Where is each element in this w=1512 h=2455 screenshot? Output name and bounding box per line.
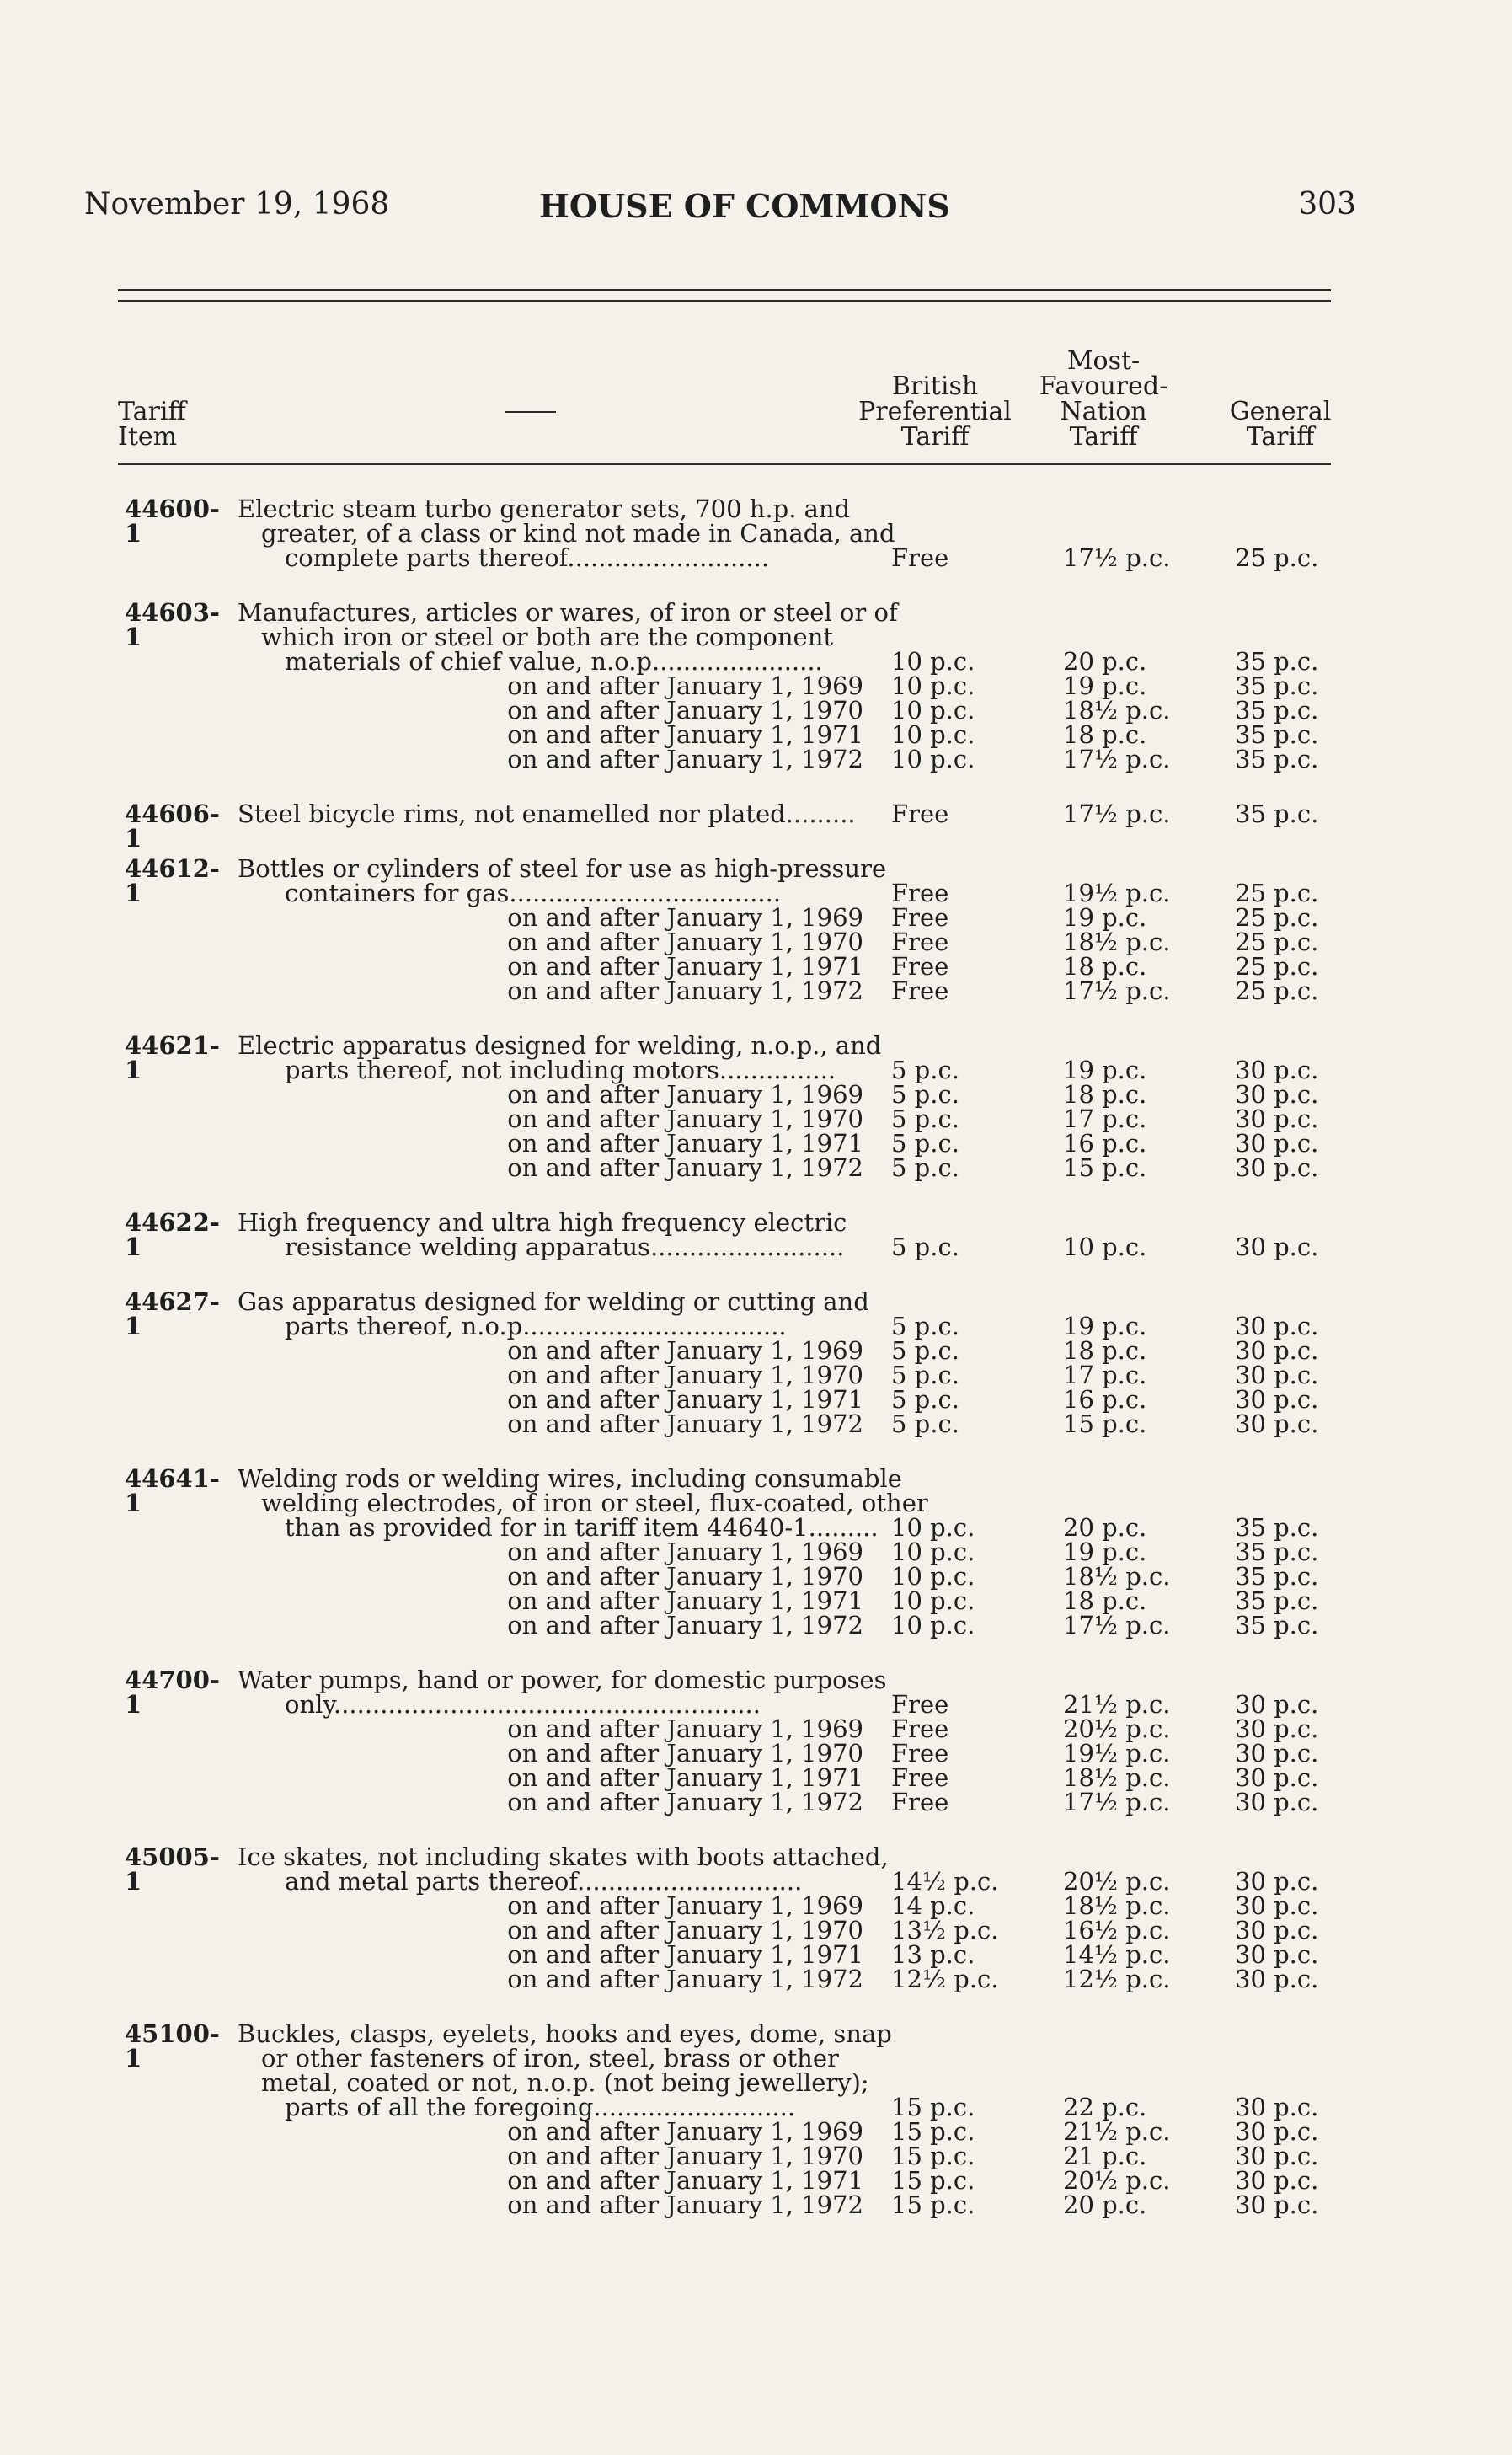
tariff-item-code: 44622-1 xyxy=(125,1208,220,1261)
british-preferential-rate: 15 p.c. xyxy=(891,2166,975,2195)
british-preferential-rate: 15 p.c. xyxy=(891,2093,975,2121)
rate-row xyxy=(0,671,1512,700)
rate-date-label: on and after January 1, 1969 xyxy=(507,903,863,932)
mfn-rate: 18 p.c. xyxy=(1063,1080,1147,1109)
general-rate: 30 p.c. xyxy=(1235,1153,1319,1182)
british-preferential-rate: 10 p.c. xyxy=(891,1611,975,1639)
british-preferential-rate: Free xyxy=(891,1714,949,1743)
tariff-entry xyxy=(0,800,1512,853)
column-header-tariff-item xyxy=(118,399,211,450)
page-number: 303 xyxy=(1298,187,1356,222)
british-preferential-rate: 5 p.c. xyxy=(891,1153,959,1182)
british-preferential-rate: Free xyxy=(891,800,949,828)
rate-row xyxy=(0,1586,1512,1615)
rate-row xyxy=(0,1235,1512,1260)
mfn-rate: 16 p.c. xyxy=(1063,1129,1147,1158)
general-rate: 30 p.c. xyxy=(1235,2142,1319,2170)
tariff-item-code: 45100-1 xyxy=(125,2019,220,2073)
mfn-rate: 18½ p.c. xyxy=(1063,1562,1171,1591)
british-preferential-rate: 10 p.c. xyxy=(891,720,975,749)
british-preferential-rate: Free xyxy=(891,879,949,907)
rate-date-label: on and after January 1, 1971 xyxy=(507,952,863,981)
tariff-description xyxy=(238,1843,889,1871)
rate-date-label: on and after January 1, 1972 xyxy=(507,1965,863,1993)
general-rate: 25 p.c. xyxy=(1235,903,1319,932)
tariff-item-code: 44600-1 xyxy=(125,495,220,548)
rate-date-label: on and after January 1, 1970 xyxy=(507,1104,863,1133)
general-rate: 30 p.c. xyxy=(1235,1916,1319,1944)
mfn-rate: 19½ p.c. xyxy=(1063,879,1171,907)
rate-date-label: on and after January 1, 1972 xyxy=(507,745,863,773)
rate-date-label: on and after January 1, 1971 xyxy=(507,1940,863,1969)
rate-row xyxy=(0,1891,1512,1920)
description-line: High frequency and ultra high frequency electric xyxy=(238,1208,847,1237)
rate-label: resistance welding apparatus......................... xyxy=(285,1233,845,1261)
mfn-rate: 19 p.c. xyxy=(1063,1538,1147,1566)
rate-label: than as provided for in tariff item 44640-1......... xyxy=(285,1513,879,1542)
rate-row xyxy=(0,1513,1512,1542)
general-rate: 30 p.c. xyxy=(1235,2117,1319,2146)
mfn-rate: 19 p.c. xyxy=(1063,1312,1147,1340)
description-line: greater, of a class or kind not made in Canada, and xyxy=(261,519,895,548)
tariff-entry xyxy=(0,1287,1512,1438)
general-rate: 35 p.c. xyxy=(1235,1513,1319,1542)
tariff-item-code: 45005-1 xyxy=(125,1843,220,1896)
description-line: Bottles or cylinders of steel for use as high-pressure xyxy=(238,854,887,883)
british-preferential-rate: Free xyxy=(891,903,949,932)
british-preferential-rate: 5 p.c. xyxy=(891,1361,959,1389)
general-rate: 30 p.c. xyxy=(1235,1233,1319,1261)
rate-label: complete parts thereof.......................... xyxy=(285,543,770,572)
description-line: which iron or steel or both are the component xyxy=(261,623,834,651)
rate-label: Steel bicycle rims, not enamelled nor plated......... xyxy=(238,800,856,828)
rate-date-label: on and after January 1, 1970 xyxy=(507,2142,863,2170)
rate-date-label: on and after January 1, 1971 xyxy=(507,1385,863,1414)
rate-row xyxy=(0,1869,1512,1894)
mfn-rate: 19½ p.c. xyxy=(1063,1739,1171,1768)
column-header-line: Favoured- xyxy=(1039,372,1168,401)
mfn-rate: 20 p.c. xyxy=(1063,2190,1147,2219)
description-line: or other fasteners of iron, steel, brass or other xyxy=(261,2044,839,2073)
mfn-rate: 20½ p.c. xyxy=(1063,2166,1171,2195)
british-preferential-rate: 5 p.c. xyxy=(891,1080,959,1109)
tariff-entries xyxy=(0,497,1512,2248)
british-preferential-rate: 13½ p.c. xyxy=(891,1916,999,1944)
general-rate: 35 p.c. xyxy=(1235,1562,1319,1591)
rate-date-label: on and after January 1, 1970 xyxy=(507,1916,863,1944)
rate-row xyxy=(0,2144,1512,2169)
general-rate: 30 p.c. xyxy=(1235,1788,1319,1816)
rate-date-label: on and after January 1, 1971 xyxy=(507,2166,863,2195)
rate-row xyxy=(0,1080,1512,1109)
rate-row xyxy=(0,976,1512,1005)
rate-row xyxy=(0,2095,1512,2120)
tariff-item-code: 44641-1 xyxy=(125,1464,220,1517)
column-header-tariff-item-text: Tariff Item xyxy=(118,397,186,452)
mfn-rate: 21½ p.c. xyxy=(1063,2117,1171,2146)
rate-date-label: on and after January 1, 1972 xyxy=(507,1153,863,1182)
british-preferential-rate: 15 p.c. xyxy=(891,2142,975,2170)
rate-row xyxy=(0,2190,1512,2219)
general-rate: 30 p.c. xyxy=(1235,1080,1319,1109)
mfn-rate: 18½ p.c. xyxy=(1063,928,1171,956)
british-preferential-rate: 15 p.c. xyxy=(891,2117,975,2146)
general-rate: 30 p.c. xyxy=(1235,1312,1319,1340)
mfn-rate: 17½ p.c. xyxy=(1063,976,1171,1005)
mfn-rate: 20 p.c. xyxy=(1063,647,1147,676)
rate-row xyxy=(0,1363,1512,1388)
description-line: Electric steam turbo generator sets, 700 h.p. and xyxy=(238,495,851,523)
mfn-rate: 17½ p.c. xyxy=(1063,1788,1171,1816)
mfn-rate: 14½ p.c. xyxy=(1063,1940,1171,1969)
mfn-rate: 17½ p.c. xyxy=(1063,543,1171,572)
general-rate: 30 p.c. xyxy=(1235,1714,1319,1743)
rate-date-label: on and after January 1, 1970 xyxy=(507,696,863,725)
rate-date-label: on and after January 1, 1969 xyxy=(507,1891,863,1920)
tariff-description xyxy=(238,854,887,883)
british-preferential-rate: 10 p.c. xyxy=(891,671,975,700)
rate-date-label: on and after January 1, 1969 xyxy=(507,1538,863,1566)
british-preferential-rate: 5 p.c. xyxy=(891,1056,959,1084)
general-rate: 30 p.c. xyxy=(1235,1361,1319,1389)
tariff-entry xyxy=(0,854,1512,1005)
rate-row xyxy=(0,1564,1512,1589)
mfn-rate: 18 p.c. xyxy=(1063,1586,1147,1615)
mfn-rate: 21 p.c. xyxy=(1063,2142,1147,2170)
rate-date-label: on and after January 1, 1972 xyxy=(507,2190,863,2219)
description-line: Ice skates, not including skates with boots attached, xyxy=(238,1843,889,1871)
general-rate: 25 p.c. xyxy=(1235,928,1319,956)
rate-label: and metal parts thereof............................. xyxy=(285,1867,803,1896)
general-rate: 35 p.c. xyxy=(1235,1586,1319,1615)
mfn-rate: 16 p.c. xyxy=(1063,1385,1147,1414)
british-preferential-rate: 14½ p.c. xyxy=(891,1867,999,1896)
general-rate: 30 p.c. xyxy=(1235,1739,1319,1768)
rate-date-label: on and after January 1, 1970 xyxy=(507,1361,863,1389)
general-rate: 30 p.c. xyxy=(1235,1056,1319,1084)
rate-row xyxy=(0,903,1512,932)
rate-row xyxy=(0,1314,1512,1339)
rate-row xyxy=(0,802,1512,826)
rate-row xyxy=(0,647,1512,676)
mfn-rate: 15 p.c. xyxy=(1063,1153,1147,1182)
rate-row xyxy=(0,881,1512,906)
tariff-description xyxy=(238,2019,892,2097)
rate-label: containers for gas................................... xyxy=(285,879,782,907)
rate-date-label: on and after January 1, 1970 xyxy=(507,1562,863,1591)
tariff-entry xyxy=(0,497,1512,570)
rate-date-label: on and after January 1, 1969 xyxy=(507,2117,863,2146)
column-header-mfn xyxy=(1028,346,1179,452)
rate-row xyxy=(0,2166,1512,2195)
mfn-rate: 21½ p.c. xyxy=(1063,1690,1171,1719)
british-preferential-rate: 10 p.c. xyxy=(891,1586,975,1615)
british-preferential-rate: 15 p.c. xyxy=(891,2190,975,2219)
british-preferential-rate: 10 p.c. xyxy=(891,1513,975,1542)
rate-row xyxy=(0,1153,1512,1182)
rate-row xyxy=(0,1058,1512,1083)
tariff-entry xyxy=(0,1031,1512,1182)
general-rate: 35 p.c. xyxy=(1235,696,1319,725)
general-rate: 35 p.c. xyxy=(1235,647,1319,676)
general-rate: 30 p.c. xyxy=(1235,1336,1319,1365)
british-preferential-rate: 5 p.c. xyxy=(891,1385,959,1414)
british-preferential-rate: 10 p.c. xyxy=(891,1538,975,1566)
column-header-line: Tariff xyxy=(1069,422,1138,452)
general-rate: 30 p.c. xyxy=(1235,1891,1319,1920)
rate-date-label: on and after January 1, 1972 xyxy=(507,976,863,1005)
header-double-rule xyxy=(118,289,1331,302)
header-date: November 19, 1968 xyxy=(84,187,390,222)
british-preferential-rate: 13 p.c. xyxy=(891,1940,975,1969)
rate-date-label: on and after January 1, 1969 xyxy=(507,671,863,700)
british-preferential-rate: 10 p.c. xyxy=(891,1562,975,1591)
tariff-description xyxy=(238,1666,887,1694)
tariff-item-code: 44700-1 xyxy=(125,1666,220,1719)
tariff-item-code: 44627-1 xyxy=(125,1287,220,1340)
british-preferential-rate: 10 p.c. xyxy=(891,647,975,676)
british-preferential-rate: Free xyxy=(891,1763,949,1792)
british-preferential-rate: 5 p.c. xyxy=(891,1104,959,1133)
rate-date-label: on and after January 1, 1972 xyxy=(507,1611,863,1639)
description-line: Buckles, clasps, eyelets, hooks and eyes, dome, snap xyxy=(238,2019,892,2048)
description-line: Water pumps, hand or power, for domestic purposes xyxy=(238,1666,887,1694)
description-line: Gas apparatus designed for welding or cutting and xyxy=(238,1287,869,1316)
general-rate: 30 p.c. xyxy=(1235,2166,1319,2195)
tariff-item-code: 44612-1 xyxy=(125,854,220,907)
general-rate: 30 p.c. xyxy=(1235,1104,1319,1133)
tariff-description xyxy=(238,598,898,651)
rate-date-label: on and after January 1, 1972 xyxy=(507,1788,863,1816)
general-rate: 25 p.c. xyxy=(1235,879,1319,907)
rate-row xyxy=(0,1336,1512,1365)
rate-row xyxy=(0,1540,1512,1564)
column-header-general xyxy=(1196,399,1365,450)
tariff-description xyxy=(238,1287,869,1316)
rate-row xyxy=(0,720,1512,749)
general-rate: 30 p.c. xyxy=(1235,1867,1319,1896)
british-preferential-rate: 5 p.c. xyxy=(891,1336,959,1365)
rate-row xyxy=(0,1409,1512,1438)
rate-row xyxy=(0,543,1512,572)
rate-date-label: on and after January 1, 1970 xyxy=(507,1739,863,1768)
rate-label: only....................................................... xyxy=(285,1690,761,1719)
general-rate: 30 p.c. xyxy=(1235,2190,1319,2219)
description-line: Welding rods or welding wires, including consumable xyxy=(238,1464,902,1493)
tariff-item-code: 44603-1 xyxy=(125,598,220,651)
column-header-line: General xyxy=(1229,397,1332,426)
mfn-rate: 15 p.c. xyxy=(1063,1409,1147,1438)
british-preferential-rate: Free xyxy=(891,543,949,572)
column-header-line: Nation xyxy=(1060,397,1147,426)
rate-row xyxy=(0,1385,1512,1414)
rate-label: parts thereof, n.o.p.................................. xyxy=(285,1312,787,1340)
british-preferential-rate: 5 p.c. xyxy=(891,1233,959,1261)
mfn-rate: 19 p.c. xyxy=(1063,671,1147,700)
mfn-rate: 16½ p.c. xyxy=(1063,1916,1171,1944)
mfn-rate: 17 p.c. xyxy=(1063,1361,1147,1389)
tariff-entry xyxy=(0,1464,1512,1639)
tariff-entry xyxy=(0,598,1512,773)
mfn-rate: 18 p.c. xyxy=(1063,952,1147,981)
tariff-item-code: 44606-1 xyxy=(125,800,220,853)
british-preferential-rate: Free xyxy=(891,1690,949,1719)
rate-row xyxy=(0,1918,1512,1943)
mfn-rate: 17½ p.c. xyxy=(1063,1611,1171,1639)
column-header-line: Preferential xyxy=(858,397,1012,426)
mfn-rate: 18½ p.c. xyxy=(1063,1763,1171,1792)
mfn-rate: 20½ p.c. xyxy=(1063,1714,1171,1743)
british-preferential-rate: Free xyxy=(891,1739,949,1768)
mfn-rate: 20½ p.c. xyxy=(1063,1867,1171,1896)
tariff-item-code: 44621-1 xyxy=(125,1031,220,1084)
general-rate: 35 p.c. xyxy=(1235,1611,1319,1639)
british-preferential-rate: 5 p.c. xyxy=(891,1129,959,1158)
rate-row xyxy=(0,930,1512,955)
rate-row xyxy=(0,1741,1512,1766)
column-header-line: British xyxy=(891,372,979,401)
column-header-british-preferential xyxy=(851,374,1019,450)
mfn-rate: 19 p.c. xyxy=(1063,1056,1147,1084)
description-line: welding electrodes, of iron or steel, flux-coated, other xyxy=(261,1489,928,1517)
tariff-description xyxy=(238,1031,882,1060)
column-header-dash xyxy=(505,411,556,413)
rate-row xyxy=(0,1763,1512,1792)
tariff-description xyxy=(238,1208,861,1237)
tariff-entry xyxy=(0,1845,1512,1992)
british-preferential-rate: Free xyxy=(891,928,949,956)
general-rate: 30 p.c. xyxy=(1235,1129,1319,1158)
rate-date-label: on and after January 1, 1971 xyxy=(507,1586,863,1615)
rate-date-label: on and after January 1, 1970 xyxy=(507,928,863,956)
mfn-rate: 17 p.c. xyxy=(1063,1104,1147,1133)
mfn-rate: 19 p.c. xyxy=(1063,903,1147,932)
rate-row xyxy=(0,1714,1512,1743)
rate-row xyxy=(0,1104,1512,1133)
page-header xyxy=(84,187,1356,229)
rate-date-label: on and after January 1, 1969 xyxy=(507,1714,863,1743)
british-preferential-rate: Free xyxy=(891,952,949,981)
rate-date-label: on and after January 1, 1969 xyxy=(507,1336,863,1365)
general-rate: 35 p.c. xyxy=(1235,1538,1319,1566)
rate-row xyxy=(0,2117,1512,2146)
mfn-rate: 10 p.c. xyxy=(1063,1233,1147,1261)
rate-row xyxy=(0,1790,1512,1815)
rate-row xyxy=(0,952,1512,981)
british-preferential-rate: 5 p.c. xyxy=(891,1312,959,1340)
british-preferential-rate: Free xyxy=(891,976,949,1005)
description-line: Manufactures, articles or wares, of iron or steel or of xyxy=(238,598,898,627)
tariff-entry xyxy=(0,1668,1512,1815)
column-header-rule xyxy=(118,463,1331,465)
mfn-rate: 12½ p.c. xyxy=(1063,1965,1171,1993)
general-rate: 30 p.c. xyxy=(1235,1763,1319,1792)
mfn-rate: 17½ p.c. xyxy=(1063,800,1171,828)
general-rate: 25 p.c. xyxy=(1235,976,1319,1005)
general-rate: 35 p.c. xyxy=(1235,720,1319,749)
rate-label: materials of chief value, n.o.p...................... xyxy=(285,647,823,676)
general-rate: 35 p.c. xyxy=(1235,800,1319,828)
general-rate: 30 p.c. xyxy=(1235,1965,1319,1993)
general-rate: 30 p.c. xyxy=(1235,1690,1319,1719)
column-header-line: Tariff xyxy=(1246,422,1315,452)
rate-row xyxy=(0,1613,1512,1638)
rate-label: parts of all the foregoing.......................... xyxy=(285,2093,796,2121)
british-preferential-rate: 14 p.c. xyxy=(891,1891,975,1920)
rate-date-label: on and after January 1, 1971 xyxy=(507,720,863,749)
tariff-entry xyxy=(0,2019,1512,2219)
rate-row xyxy=(0,1940,1512,1969)
mfn-rate: 18½ p.c. xyxy=(1063,1891,1171,1920)
rate-row xyxy=(0,698,1512,723)
mfn-rate: 18 p.c. xyxy=(1063,1336,1147,1365)
rate-date-label: on and after January 1, 1972 xyxy=(507,1409,863,1438)
general-rate: 25 p.c. xyxy=(1235,952,1319,981)
mfn-rate: 22 p.c. xyxy=(1063,2093,1147,2121)
rate-row xyxy=(0,747,1512,772)
rate-row xyxy=(0,1967,1512,1992)
rate-date-label: on and after January 1, 1971 xyxy=(507,1763,863,1792)
general-rate: 30 p.c. xyxy=(1235,1940,1319,1969)
rate-date-label: on and after January 1, 1971 xyxy=(507,1129,863,1158)
mfn-rate: 20 p.c. xyxy=(1063,1513,1147,1542)
general-rate: 30 p.c. xyxy=(1235,1409,1319,1438)
tariff-entry xyxy=(0,1208,1512,1261)
rate-row xyxy=(0,1131,1512,1156)
header-title: HOUSE OF COMMONS xyxy=(539,187,950,225)
british-preferential-rate: 10 p.c. xyxy=(891,745,975,773)
description-line: Electric apparatus designed for welding, n.o.p., and xyxy=(238,1031,882,1060)
general-rate: 30 p.c. xyxy=(1235,1385,1319,1414)
mfn-rate: 18 p.c. xyxy=(1063,720,1147,749)
general-rate: 30 p.c. xyxy=(1235,2093,1319,2121)
british-preferential-rate: 5 p.c. xyxy=(891,1409,959,1438)
description-line: metal, coated or not, n.o.p. (not being jewellery); xyxy=(261,2068,869,2097)
mfn-rate: 18½ p.c. xyxy=(1063,696,1171,725)
column-header-line: Most- xyxy=(1066,346,1141,376)
tariff-description xyxy=(238,495,895,548)
british-preferential-rate: 12½ p.c. xyxy=(891,1965,999,1993)
rate-date-label: on and after January 1, 1969 xyxy=(507,1080,863,1109)
british-preferential-rate: Free xyxy=(891,1788,949,1816)
british-preferential-rate: 10 p.c. xyxy=(891,696,975,725)
rate-label: parts thereof, not including motors............... xyxy=(285,1056,836,1084)
general-rate: 35 p.c. xyxy=(1235,671,1319,700)
general-rate: 35 p.c. xyxy=(1235,745,1319,773)
column-header-line: Tariff xyxy=(900,422,970,452)
mfn-rate: 17½ p.c. xyxy=(1063,745,1171,773)
general-rate: 25 p.c. xyxy=(1235,543,1319,572)
tariff-description xyxy=(238,1464,928,1517)
